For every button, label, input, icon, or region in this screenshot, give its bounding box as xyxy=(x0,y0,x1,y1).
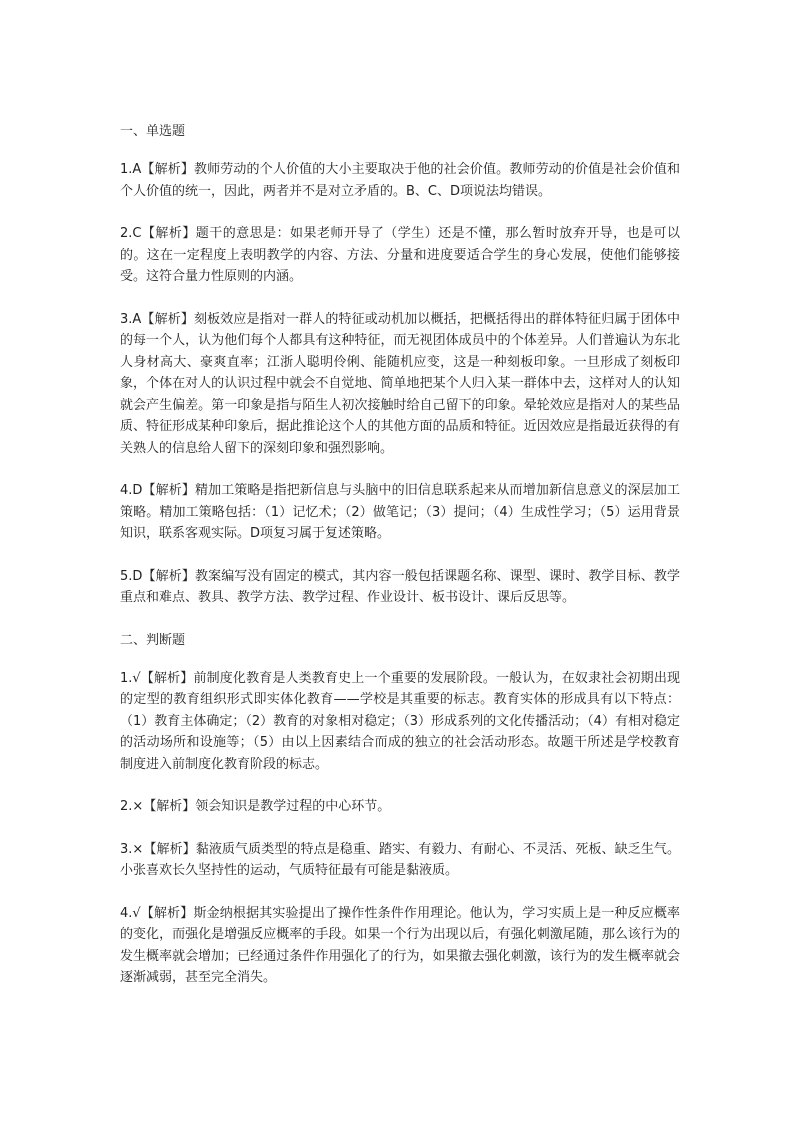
answer-item-1: 1.A【解析】教师劳动的个人价值的大小主要取决于他的社会价值。教师劳动的价值是社会价值和个人价值的统一，因此，两者并不是对立矛盾的。B、C、D项说法均错误。 xyxy=(120,162,680,199)
judgment-item-1: 1.√【解析】前制度化教育是人类教育史上一个重要的发展阶段。一般认为，在奴隶社会初期出现的定型的教育组织形式即实体化教育——学校是其重要的标志。教育实体的形成具有以下特点：（1）教育主体确定；（2）教育的对象相对稳定；（3）形成系列的文化传播活动；（4）有相对稳定的活动场所和设施等；（5）由以上因素结合而成的独立的社会活动形态。故题干所述是学校教育制度进入前制度化教育阶段的标志。 xyxy=(120,670,680,772)
section-title-true-false: 二、判断题 xyxy=(120,632,186,648)
answer-item-4: 4.D【解析】精加工策略是指把新信息与头脑中的旧信息联系起来从而增加新信息意义的深层加工策略。精加工策略包括：（1）记忆术；（2）做笔记；（3）提问；（4）生成性学习；（5）运用背景知识，联系客观实际。D项复习属于复述策略。 xyxy=(120,483,680,541)
judgment-item-3: 3.×【解析】黏液质气质类型的特点是稳重、踏实、有毅力、有耐心、不灵活、死板、缺乏生气。小张喜欢长久坚持性的运动，气质特征最有可能是黏液质。 xyxy=(120,841,680,878)
judgment-item-2: 2.×【解析】领会知识是教学过程的中心环节。 xyxy=(120,799,391,814)
answer-item-5: 5.D【解析】教案编写没有固定的模式，其内容一般包括课题名称、课型、课时、教学目标、教学重点和难点、教具、教学方法、教学过程、作业设计、板书设计、课后反思等。 xyxy=(120,568,680,605)
document-page xyxy=(120,112,680,1010)
judgment-item-4: 4.√【解析】斯金纳根据其实验提出了操作性条件作用理论。他认为，学习实质上是一种反应概率的变化，而强化是增强反应概率的手段。如果一个行为出现以后，有强化刺激尾随，那么该行为的发生概率就会增加；已经通过条件作用强化了的行为，如果撤去强化刺激，该行为的发生概率就会逐渐减弱，甚至完全消失。 xyxy=(120,905,680,985)
answer-item-2: 2.C【解析】题干的意思是：如果老师开导了（学生）还是不懂，那么暂时放弃开导，也是可以的。这在一定程度上表明教学的内容、方法、分量和进度要适合学生的身心发展，使他们能够接受。这符合量力性原则的内涵。 xyxy=(120,226,680,284)
section-title-single-choice: 一、单选题 xyxy=(120,124,186,139)
answer-item-3: 3.A【解析】刻板效应是指对一群人的特征或动机加以概括，把概括得出的群体特征归属于团体中的每一个人，认为他们每个人都具有这种特征，而无视团体成员中的个体差异。人们普遍认为东北人身材高大、豪爽直率；江浙人聪明伶俐、能随机应变，这是一种刻板印象。一旦形成了刻板印象，个体在对人的认识过程中就会不自觉地、简单地把某个人归入某一群体中去，这样对人的认知就会产生偏差。第一印象是指与陌生人初次接触时给自己留下的印象。晕轮效应是指对人的某些品质、特征形成某种印象后，据此推论这个人的其他方面的品质和特征。近因效应是指最近获得的有关熟人的信息给人留下的深刻印象和强烈影响。 xyxy=(120,311,680,456)
